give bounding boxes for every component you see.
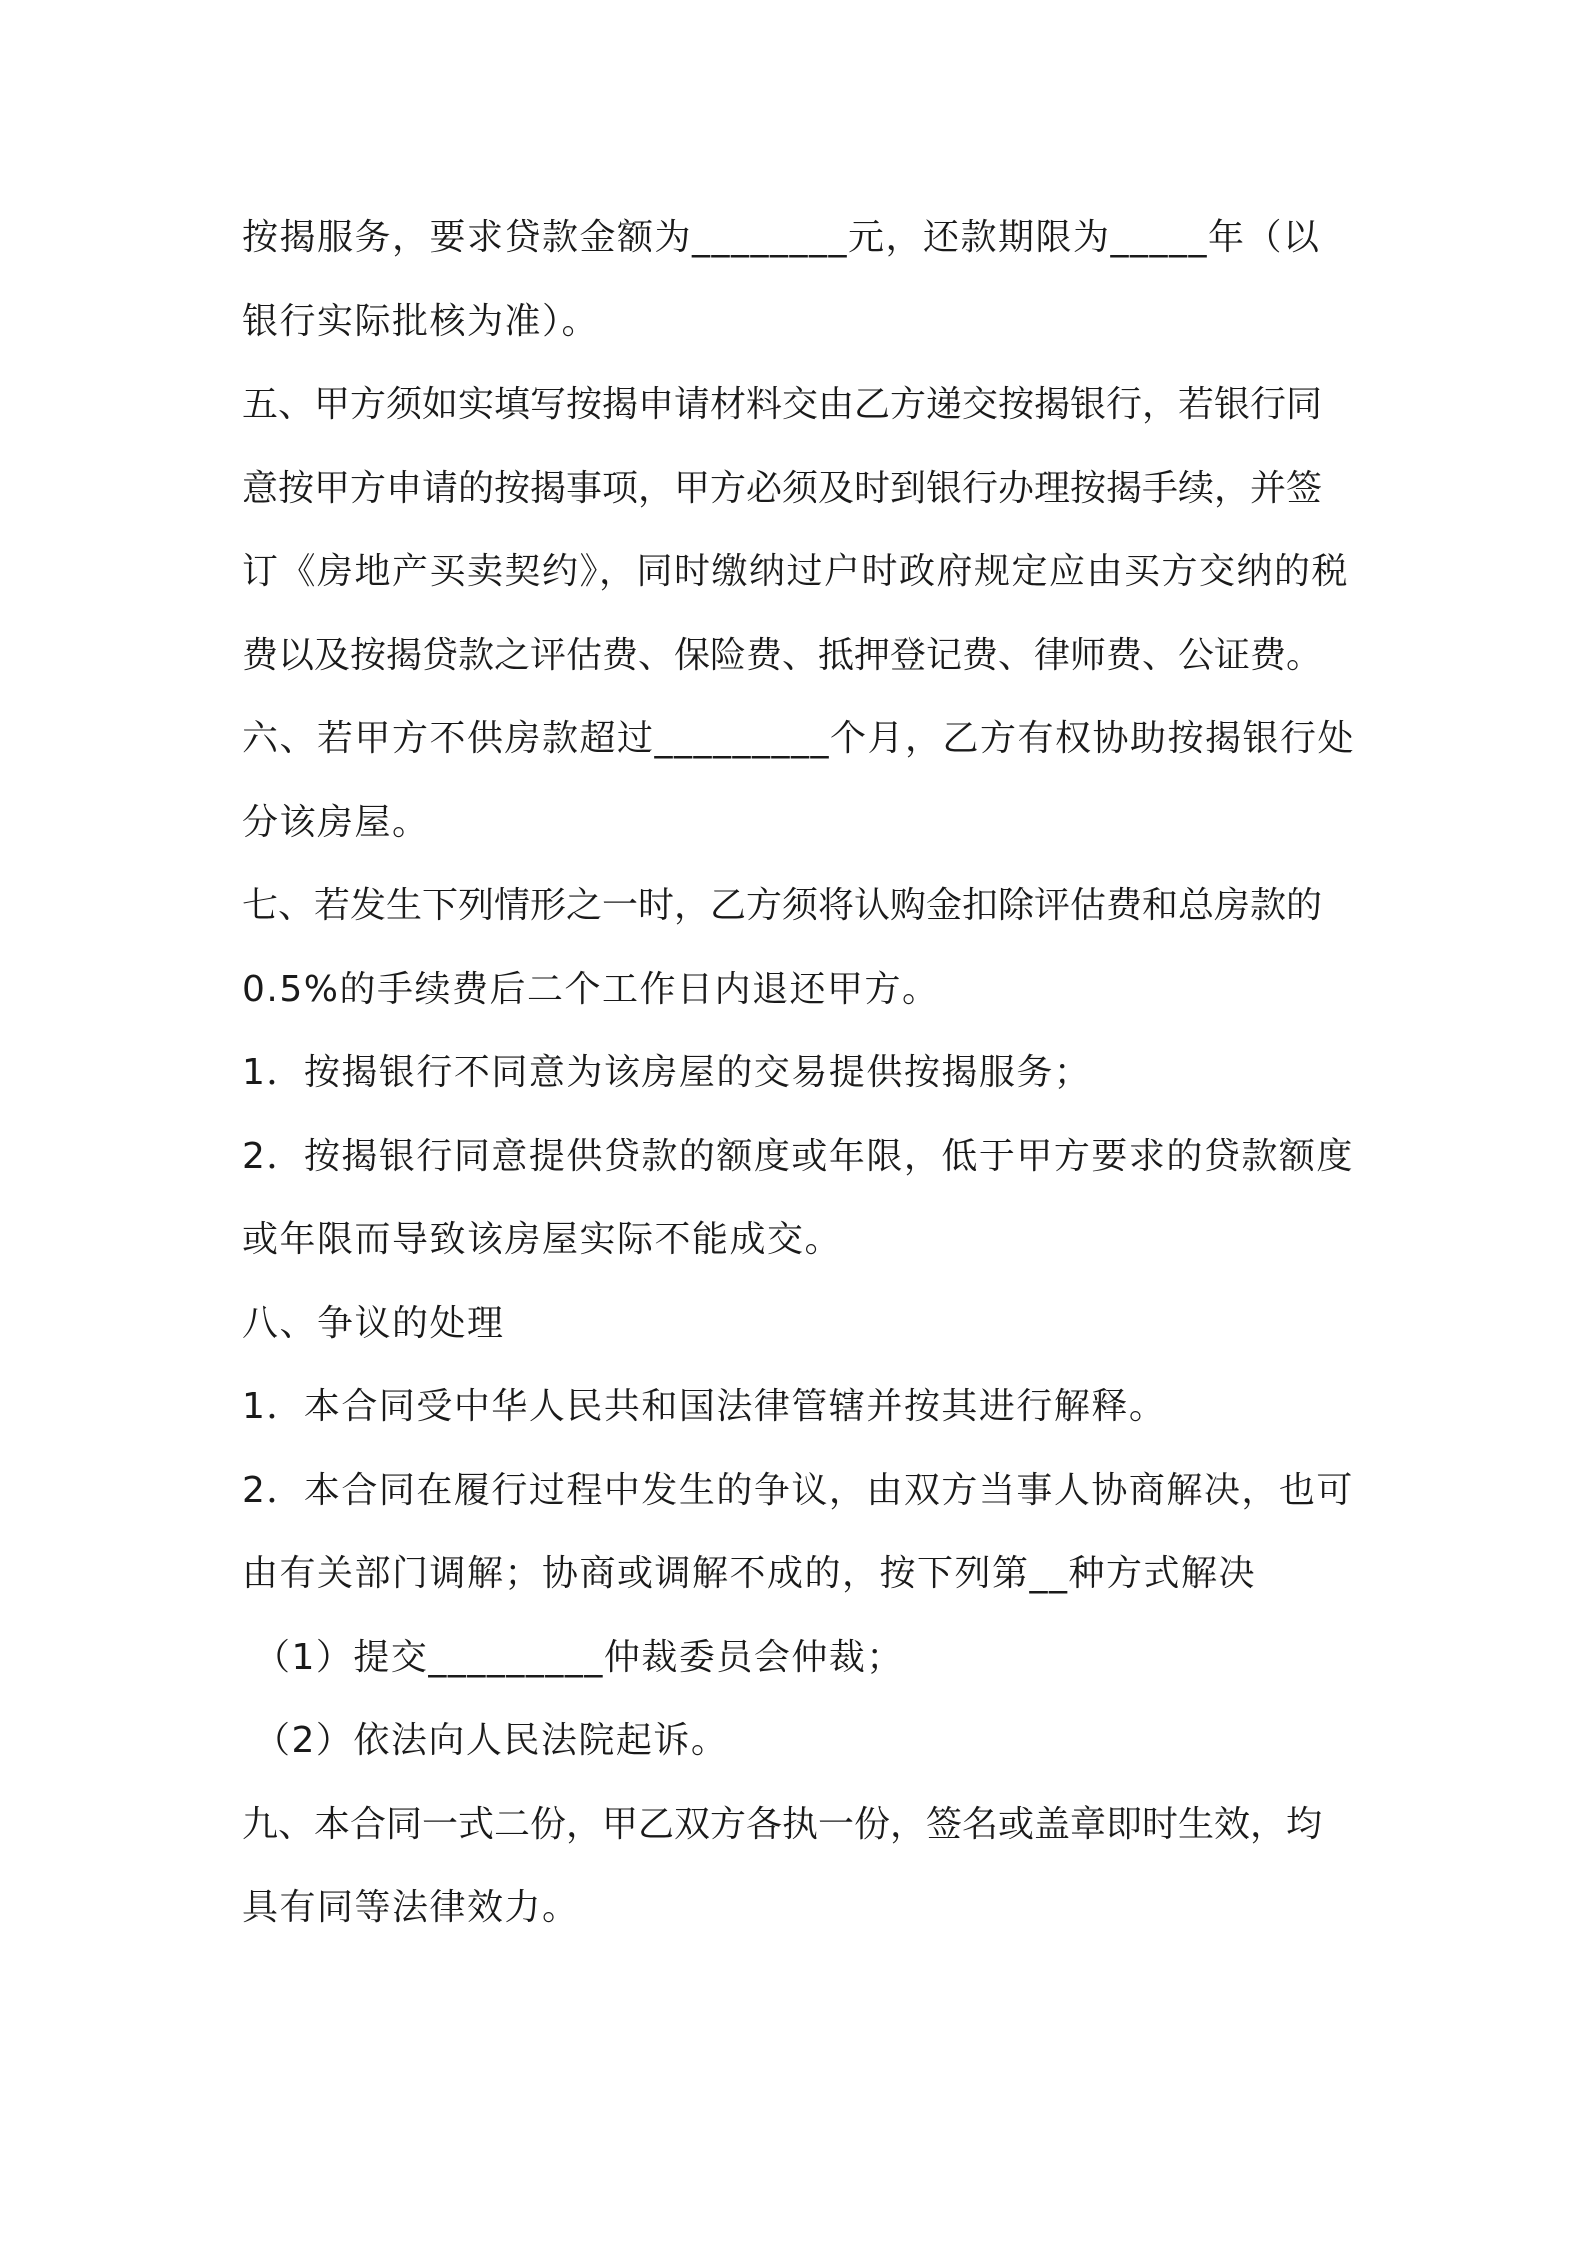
text-line: 由有关部门调解；协商或调解不成的，按下列第__种方式解决 bbox=[242, 1553, 1257, 1594]
text-line: 或年限而导致该房屋实际不能成交。 bbox=[242, 1219, 843, 1260]
clause-6-line: 六、若甲方不供房款超过_________个月，乙方有权协助按揭银行处 bbox=[242, 718, 1356, 759]
contract-body bbox=[242, 196, 1360, 1950]
clause-8-heading: 八、争议的处理 bbox=[242, 1302, 505, 1344]
clause-5-line: 五、甲方须如实填写按揭申请材料交由乙方递交按揭银行，若银行同 bbox=[242, 384, 1323, 425]
text-line: 订《房地产买卖契约》，同时缴纳过户时政府规定应由买方交纳的税 bbox=[242, 551, 1350, 592]
text-line: 0.5%的手续费后二个工作日内退还甲方。 bbox=[242, 968, 940, 1010]
text-line: 银行实际批核为准）。 bbox=[242, 300, 600, 342]
clause-7-line: 七、若发生下列情形之一时，乙方须将认购金扣除评估费和总房款的 bbox=[242, 885, 1323, 926]
text-line: 按揭服务，要求贷款金额为________元，还款期限为_____年（以 bbox=[242, 217, 1321, 258]
list-item: 1．本合同受中华人民共和国法律管辖并按其进行解释。 bbox=[242, 1386, 1167, 1427]
list-item: 1．按揭银行不同意为该房屋的交易提供按揭服务； bbox=[242, 1052, 1092, 1093]
text-line: 意按甲方申请的按揭事项，甲方必须及时到银行办理按揭手续，并签 bbox=[242, 467, 1323, 509]
option-item: （2）依法向人民法院起诉。 bbox=[254, 1720, 729, 1761]
option-item: （1）提交_________仲裁委员会仲裁； bbox=[254, 1636, 904, 1678]
text-line: 分该房屋。 bbox=[242, 801, 430, 843]
list-item: 2．本合同在履行过程中发生的争议，由双方当事人协商解决，也可 bbox=[242, 1469, 1354, 1511]
clause-9-line: 九、本合同一式二份，甲乙双方各执一份，签名或盖章即时生效，均 bbox=[242, 1803, 1323, 1845]
text-line: 具有同等法律效力。 bbox=[242, 1887, 580, 1928]
text-line: 费以及按揭贷款之评估费、保险费、抵押登记费、律师费、公证费。 bbox=[242, 634, 1323, 676]
list-item: 2．按揭银行同意提供贷款的额度或年限，低于甲方要求的贷款额度 bbox=[242, 1135, 1354, 1177]
